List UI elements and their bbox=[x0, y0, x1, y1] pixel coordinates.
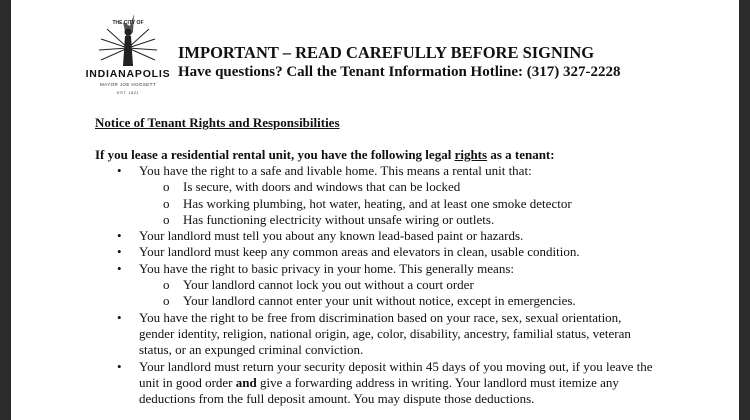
list-item bbox=[11, 228, 655, 244]
logo-city-name: INDIANAPOLIS bbox=[85, 68, 171, 80]
bullet-glyph: • bbox=[117, 244, 122, 260]
rights-intro-underlined: rights bbox=[454, 147, 488, 162]
rights-intro-before: If you lease a residential rental unit, you have the following legal bbox=[95, 147, 455, 162]
rights-intro bbox=[95, 147, 555, 163]
rights-intro-after: as a tenant: bbox=[487, 147, 555, 162]
sub-bullet-glyph: o bbox=[163, 293, 170, 309]
sub-bullet-glyph: o bbox=[163, 195, 170, 211]
sub-list-item-text: Is secure, with doors and windows that can be locked bbox=[183, 179, 461, 195]
list-item-text: You have the right to basic privacy in your home. This generally means: bbox=[139, 260, 515, 276]
sub-list-item bbox=[11, 196, 739, 212]
list-item-text bbox=[139, 359, 653, 407]
rights-list bbox=[11, 163, 739, 407]
list-item bbox=[11, 244, 655, 260]
list-item bbox=[11, 261, 655, 277]
bullet-glyph: • bbox=[117, 309, 122, 325]
logo-torch-icon bbox=[73, 8, 183, 70]
hotline-subtitle: Have questions? Call the Tenant Information Hotline: (317) 327-2228 bbox=[178, 64, 621, 80]
notice-heading: Notice of Tenant Rights and Responsibilities bbox=[95, 115, 340, 130]
sub-bullet-glyph: o bbox=[163, 277, 170, 293]
list-item-text: Your landlord must keep any common areas and elevators in clean, usable condition. bbox=[139, 244, 580, 260]
sub-list-item-text: Your landlord cannot lock you out without a court order bbox=[183, 277, 474, 293]
list-item-text: Your landlord must tell you about any known lead-based paint or hazards. bbox=[139, 228, 524, 244]
list-item bbox=[11, 163, 655, 179]
list-item bbox=[11, 310, 655, 359]
sub-list-item bbox=[11, 179, 739, 195]
deposit-text-bold: and bbox=[235, 374, 257, 390]
list-item bbox=[11, 359, 655, 408]
document-title: IMPORTANT – READ CAREFULLY BEFORE SIGNING bbox=[178, 43, 595, 62]
document-page bbox=[11, 0, 739, 420]
logo-established: EST. 1821 bbox=[116, 90, 140, 95]
sub-bullet-glyph: o bbox=[163, 211, 170, 227]
list-item-text: You have the right to be free from discrimination based on your race, sex, sexual orientation, gender identity, religion, national origin, age, color, disability, ancestry, familial status, veteran status, or an expunged criminal conviction. bbox=[139, 309, 631, 358]
sub-list-item bbox=[11, 277, 739, 293]
bullet-glyph: • bbox=[117, 358, 122, 374]
bullet-glyph: • bbox=[117, 228, 122, 244]
city-of-indianapolis-logo bbox=[73, 8, 183, 102]
sub-list-item-text: Your landlord cannot enter your unit without notice, except in emergencies. bbox=[183, 293, 576, 309]
deposit-text-start: Your landlord must return your security deposit within 45 days of you moving out, if you leave the unit in good order bbox=[139, 358, 653, 390]
logo-mayor-name: MAYOR JOE HOGSETT bbox=[100, 82, 156, 87]
sub-list-item bbox=[11, 293, 739, 309]
sub-bullet-glyph: o bbox=[163, 179, 170, 195]
logo-top-text: THE CITY OF bbox=[112, 20, 144, 26]
bullet-glyph: • bbox=[117, 163, 122, 178]
sub-list-item bbox=[11, 212, 739, 228]
list-item-text: You have the right to a safe and livable home. This means a rental unit that: bbox=[139, 163, 532, 178]
sub-list-item-text: Has working plumbing, hot water, heating, and at least one smoke detector bbox=[183, 195, 572, 211]
deposit-text-end: give a forwarding address in writing. Your landlord must itemize any deductions from the full deposit amount. You may dispute those deductions. bbox=[139, 374, 619, 407]
bullet-glyph: • bbox=[117, 260, 122, 276]
sub-list-item-text: Has functioning electricity without unsafe wiring or outlets. bbox=[183, 211, 495, 227]
